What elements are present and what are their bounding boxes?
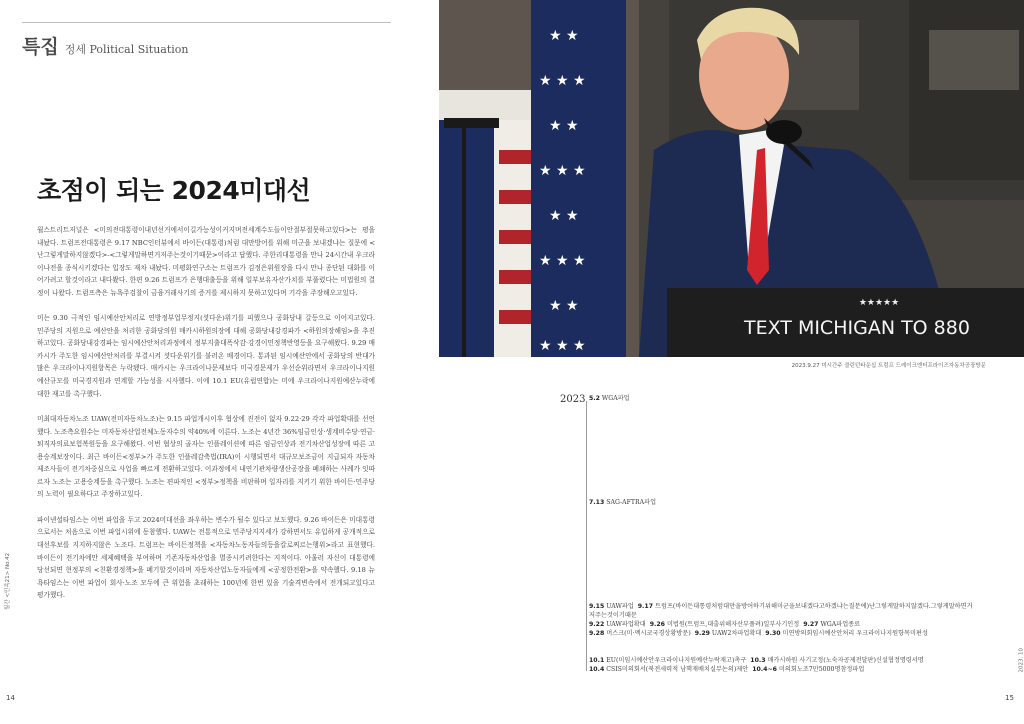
event-text: WGA파업종료 [818, 621, 861, 628]
section-header [22, 32, 189, 59]
event-text: 매카시하원 사기고정(노숙자공제전달판)신설협정명령서명 [765, 657, 924, 664]
event-date: 5.2 [589, 395, 600, 402]
svg-text:★ ★: ★ ★ [549, 118, 579, 134]
event-text: 트럼프(바이든대통령처럼대만을방어하기위해미군을보내겠다고하겠냐는질문에)난그렇게말하지않겠다.그렇게말하면거저주는것이기때문 [589, 603, 973, 619]
page-number-left: 14 [6, 694, 15, 702]
event-text: CSIS미의회서(북전세력적 남핵재배치실무논의)제안 [604, 666, 749, 673]
svg-text:★ ★: ★ ★ [549, 208, 579, 224]
event-date: 7.13 [589, 499, 605, 506]
timeline-event [589, 620, 860, 629]
event-text: 머스크(미·멕시코국경상황방문) [604, 630, 691, 637]
event-text: SAG-AFTRA파업 [604, 499, 657, 506]
event-date: 9.17 [637, 603, 654, 610]
event-date: 10.1 [589, 657, 605, 664]
section-sublabel: 정세 Political Situation [64, 43, 189, 56]
paragraph: 월스트리트저널은 <미의전대통령이내년선거에서이길가능성이커지며전세계수도들이안절부절못하고있다>는 평을 내놨다. 트럼프전대통령은 9.17 NBC인터뷰에서 바이든(대통령)처럼 대만방어를 위해 미군을 보내겠냐는 질문에 <난그렇게말하지않겠다>-<그렇게말하면거저주는것이기때문>이라고 답했다. 주한리대통령을 만나 24시간내 우크라이나전을 종식시키겠다는 입장도 재차 내놨다. 미평화연구소는 트럼프가 김정은위원장을 다시 만나 종단된 대화를 이어가려고 할것이라고 내다봤다. 한편 9.26 트럼프가 은행대출등을 위해 일부보유자산가치를 부풀렸다는 미법원의 결정이 나왔다. 트럼프측은 뉴욕주검찰이 금융거래사기의 증거를 제시하지 못하고있다며 기각을 주장해오고있다. [37, 226, 375, 297]
article-body [37, 224, 375, 615]
paragraph: 미최대자동차노조 UAW(전미자동차노조)는 9.15 파업개시이후 협상에 진전이 없자 9.22·29 각각 파업확대를 선언했다. 노조측요원수는 미자동차산업전체노동자수의 약40%에 이른다. 노조는 4년간 36%임금인상·생계비수당·연금·퇴직자의료보험복원등을 요구해왔다. 이번 협상의 골자는 인플레이션에 따른 임금인상과 전기차산업성장에 따른 고용승계보장이다. 최근 바이든<정부>가 주도한 인플레감축법(IRA)이 시행되면서 대규모보조금이 지급되자 자동차제조사들이 전기차중심으로 사업을 빠르게 전환하고있다. 이과정에서 내연기관차량생산공장을 폐쇄하는 사례가 잇따르자 노조는 고용승계등을 촉구했다. 노조는 편파적인 <정부>정책을 비판하며 일자리를 지키기 위한 바이든·민주당의 노력이 필요하다고 주장하고있다. [37, 415, 375, 499]
timeline-event [589, 665, 864, 674]
podium-text: TEXT MICHIGAN TO 880 [744, 317, 970, 339]
timeline-year: 2023 [560, 394, 586, 405]
event-date: 10.4 [589, 666, 605, 673]
trump-speech-photo [439, 0, 1024, 357]
timeline-event [589, 602, 974, 620]
event-text: EU(미임시예산안우크라이나지원예산누락재고)촉구 [604, 657, 747, 664]
timeline-event [589, 656, 924, 665]
event-date: 9.29 [694, 630, 710, 637]
event-date: 9.28 [589, 630, 605, 637]
event-text: WGA파업 [599, 395, 630, 402]
svg-text:★ ★ ★: ★ ★ ★ [539, 73, 586, 89]
header-rule [22, 22, 391, 23]
event-date: 9.26 [649, 621, 665, 628]
photo [439, 0, 1024, 357]
magazine-name-left: 월간 <민족21> No.42 [5, 552, 11, 610]
event-text: UAW파업 [604, 603, 634, 610]
event-text: UAW2차파업확대 [709, 630, 762, 637]
svg-text:★ ★ ★: ★ ★ ★ [539, 253, 586, 269]
event-date: 10.3 [750, 657, 766, 664]
issue-date-right: 2023. 10 [1018, 648, 1024, 673]
event-date: 9.15 [589, 603, 605, 610]
article-title: 초점이 되는 2024미대선 [37, 176, 311, 205]
event-date: 9.27 [803, 621, 819, 628]
timeline-event [589, 629, 928, 638]
timeline-event [589, 394, 630, 403]
svg-text:★ ★ ★: ★ ★ ★ [539, 338, 586, 354]
event-date: 9.30 [765, 630, 781, 637]
podium-stars: ★★★★★ [858, 298, 900, 308]
svg-text:★ ★: ★ ★ [549, 298, 579, 314]
photo-caption: 2023.9.27 미시간주 클린턴타운십 트럼프 드레이크엔터프라이즈자동차공장방문 [791, 363, 986, 369]
svg-text:★ ★ ★: ★ ★ ★ [539, 163, 586, 179]
timeline-axis [586, 401, 587, 671]
section-label: 특집 [22, 36, 59, 58]
event-text: 미의회노조7만5000명참정파업 [776, 666, 865, 673]
event-text: 미법원(트럼프,대출위해자산부풀려)일부사기인정 [664, 621, 800, 628]
event-text: UAW파업확대 [604, 621, 646, 628]
timeline-event [589, 498, 656, 507]
event-date: 10.4~6 [752, 666, 777, 673]
page-number-right: 15 [1005, 694, 1014, 702]
svg-text:★ ★: ★ ★ [549, 28, 579, 44]
event-date: 9.22 [589, 621, 605, 628]
paragraph: 파이낸셜타임스는 이번 파업을 두고 2024미대선을 좌우하는 변수가 될수 있다고 보도했다. 9.26 바이든은 미대통령으로서는 처음으로 이번 파업시위에 동참했다. UAW는 전통적으로 민주당지지세가 강하면서도 유입하게 공개적으로 대선후보를 지지하지않은 노조다. 트럼프는 바이든정책을 <자동차노동자들의등을칼로찌르는행위>라고 표현했다. 바이든이 전기차에만 세제혜택을 부여하며 기존자동차산업을 멸종시키려한다는 지적이다. 아울러 자신이 대통령에 당선되면 현정부의 <친환경정책>을 폐기할것이라며 자동차산업노동자들에게 <공정한전환>을 약속했다. 9.18 뉴욕타임스는 이번 파업이 회사·노조 모두에 큰 위험을 초래하는 100년에 한번 있을 기술격변속에서 전개되고있다고 평가했다. [37, 515, 375, 600]
paragraph: 미는 9.30 극적인 임시예산안처리로 연방정부업무정지(셧다운)위기를 피했으나 공화당내 갈등으로 이어지고있다. 민주당의 지원으로 예산안을 처리한 공화당의원 매카시하원의장에 대해 공화당내강경파가 <하원의장해임>을 추진하고있다. 공화당내강경파는 임시예산안처리과정에서 정부지출대폭삭감·강경이민정책반영등을 요구해왔다. 9.29 매카시가 주도한 임시예산안처리를 부결시켜 셧다운위기를 불러온 배경이다. 통과된 임시예산안에서 공화당의 반대가 많은 우크라이나지원항목은 누락됐다. 매카시는 우크라이나문제보다 미국경문제가 우선순위라면서 우크라이나지원예산규모를 미국경지원과 연계할 가능성을 시사했다. 이에 10.1 EU(유럽연합)는 미에 우크라이나지원예산누락에 대한 재고를 촉구했다. [37, 314, 375, 398]
event-text: 미연방의회임시예산안처리 우크라이나지원항목미편성 [780, 630, 928, 637]
